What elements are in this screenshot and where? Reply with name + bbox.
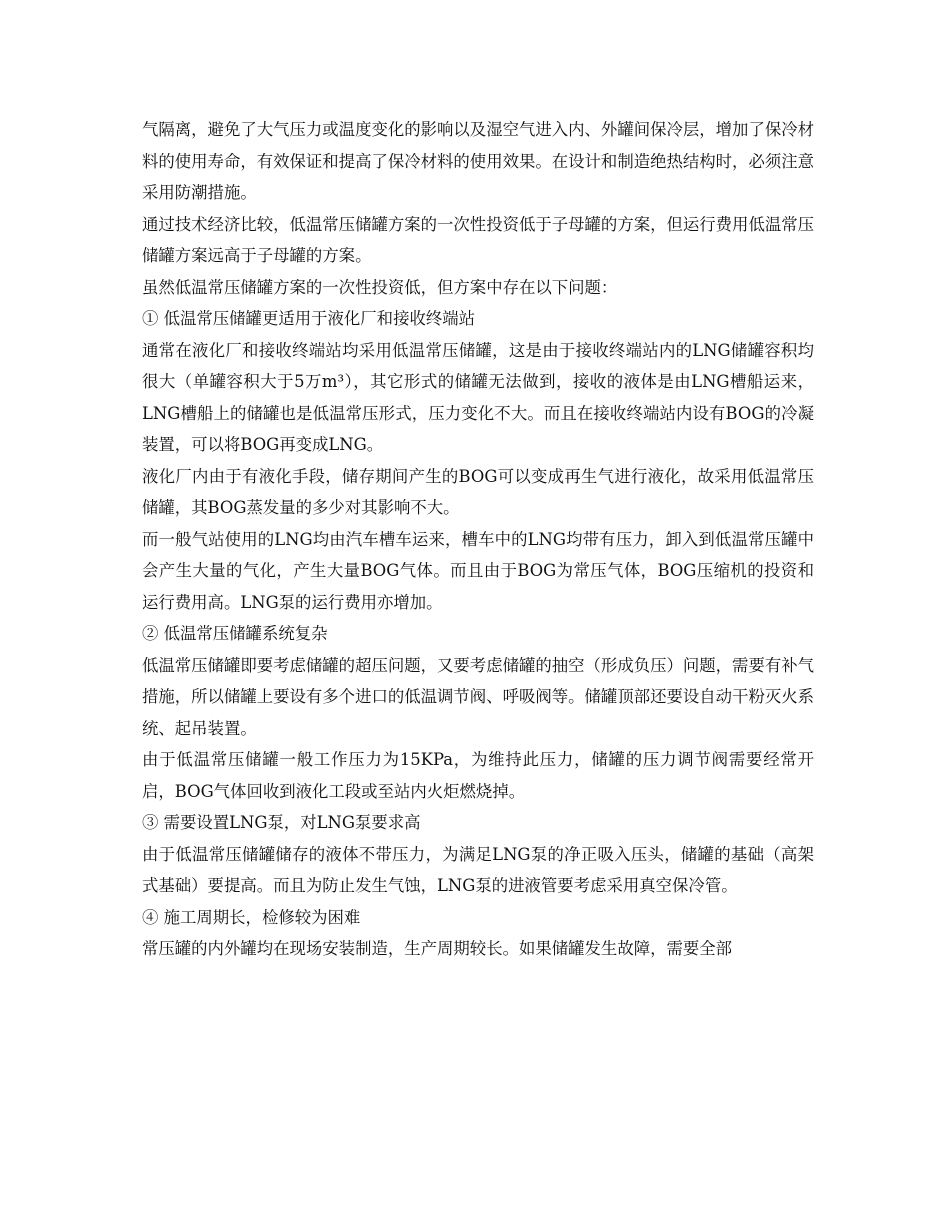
paragraph: 而一般气站使用的LNG均由汽车槽车运来，槽车中的LNG均带有压力，卸入到低温常压罐中会产生大量的气化，产生大量BOG气体。而且由于BOG为常压气体，BOG压缩机的投资和运行费用高。LNG泵的运行费用亦增加。 — [142, 529, 814, 612]
section-heading: ③ 需要设置LNG泵，对LNG泵要求高 — [142, 813, 421, 832]
paragraph: 常压罐的内外罐均在现场安装制造，生产周期较长。如果储罐发生故障，需要全部 — [142, 939, 733, 958]
paragraph: 低温常压储罐即要考虑储罐的超压问题，又要考虑储罐的抽空（形成负压）问题，需要有补气措施，所以储罐上要设有多个进口的低温调节阀、呼吸阀等。储罐顶部还要设自动干粉灭火系统、起吊装置。 — [142, 655, 815, 738]
section-heading: ④ 施工周期长，检修较为困难 — [142, 907, 361, 927]
paragraph: 气隔离，避免了大气压力或温度变化的影响以及湿空气进入内、外罐间保冷层，增加了保冷材料的使用寿命，有效保证和提高了保冷材料的使用效果。在设计和制造绝热结构时，必须注意采用防潮措施。 — [142, 120, 815, 202]
paragraph: 由于低温常压储罐一般工作压力为15KPa，为维持此压力，储罐的压力调节阀需要经常开启，BOG气体回收到液化工段或至站内火炬燃烧掉。 — [142, 750, 814, 801]
paragraph: 由于低温常压储罐储存的液体不带压力，为满足LNG泵的净正吸入压头，储罐的基础（高架式基础）要提高。而且为防止发生气蚀，LNG泵的进液管要考虑采用真空保冷管。 — [142, 844, 814, 895]
section-heading: ① 低温常压储罐更适用于液化厂和接收终端站 — [142, 309, 476, 328]
paragraph: 液化厂内由于有液化手段，储存期间产生的BOG可以变成再生气进行液化，故采用低温常压储罐，其BOG蒸发量的多少对其影响不大。 — [142, 466, 814, 517]
section-heading: ② 低温常压储罐系统复杂 — [142, 624, 328, 643]
document-body — [142, 114, 814, 965]
paragraph: 通常在液化厂和接收终端站均采用低温常压储罐，这是由于接收终端站内的LNG储罐容积均很大（单罐容积大于5万m³），其它形式的储罐无法做到，接收的液体是由LNG槽船运来，LNG槽船上的储罐也是低温常压形式，压力变化不大。而且在接收终端站内设有BOG的冷凝装置，可以将BOG再变成LNG。 — [142, 340, 814, 454]
paragraph: 虽然低温常压储罐方案的一次性投资低，但方案中存在以下问题： — [142, 277, 618, 297]
paragraph: 通过技术经济比较，低温常压储罐方案的一次性投资低于子母罐的方案，但运行费用低温常压储罐方案远高于子母罐的方案。 — [142, 214, 815, 265]
